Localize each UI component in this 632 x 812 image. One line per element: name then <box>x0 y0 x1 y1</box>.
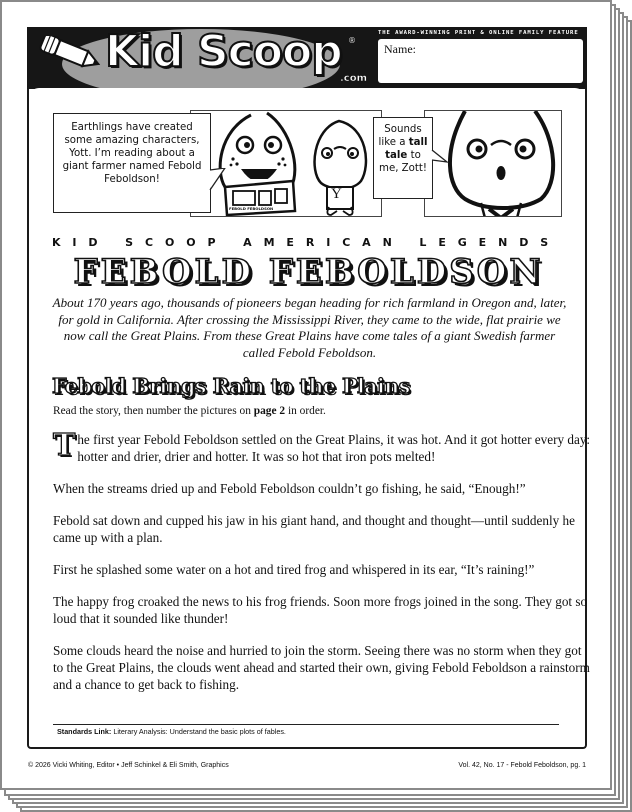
instruction-pre: Read the story, then number the pictures on <box>53 405 254 417</box>
standards-link <box>57 727 286 736</box>
speech-bubble-yott <box>373 117 433 199</box>
story-title: Febold Brings Rain to the Plains <box>52 374 410 398</box>
shirt-letter: Y <box>331 186 342 202</box>
bubble-tail <box>209 168 227 192</box>
story-paragraph: Febold sat down and cupped his jaw in his giant hand, and thought and thought—until suddenly he came up with a plan. <box>53 513 575 545</box>
bubble-text-post: to me, Zott! <box>379 150 427 174</box>
name-label: Name: <box>384 42 416 56</box>
name-box <box>378 39 583 83</box>
bubble-text-pre: Sounds like a <box>378 124 422 148</box>
story-paragraph: When the streams dried up and Febold Feboldson couldn’t go fishing, he said, “Enough!” <box>53 481 526 496</box>
content-top-edge <box>29 88 585 108</box>
footer-issue: Vol. 42, No. 17 - Febold Feboldson, pg. 1 <box>458 762 586 769</box>
story-paragraph: First he splashed some water on a hot and tired frog and whispered in its ear, “It’s raining!” <box>53 562 535 577</box>
logo-domain: .com <box>340 73 368 84</box>
page-title: FEBOLD FEBOLDSON <box>73 252 544 292</box>
pencil-icon <box>36 36 106 72</box>
bubble-tail <box>431 150 449 164</box>
comic-panel-1 <box>190 110 382 217</box>
instruction-page-ref: page 2 <box>253 405 286 417</box>
story-paragraph: The happy frog croaked the news to his frog friends. Soon more frogs joined in the song. They got so loud that it sounded like thunder! <box>53 594 588 626</box>
story-paragraph: Some clouds heard the noise and hurried to join the storm. Seeing there was no storm when they got to the Great Plains, the clouds went ahead and started their own, giving Febold Feboldson a rainstorm and a chance to get back to fishing. <box>53 643 590 692</box>
story-paragraph-text: he first year Febold Feboldson settled on the Great Plains, it was hot. And it got hotter every day: hotter and drier, drier and hotter. It was so hot that iron pots melted! <box>77 432 591 464</box>
speech-bubble-zott-text: Earthlings have created some amazing characters, Yott. I’m reading about a giant farmer named Febold Feboldson! <box>62 122 202 185</box>
series-kicker: KID SCOOP AMERICAN LEGENDS <box>52 236 561 249</box>
aliens-reading-illustration <box>191 111 382 217</box>
story-paragraph <box>53 428 593 465</box>
footer-credits: © 2026 Vicki Whiting, Editor • Jeff Schinkel & Eli Smith, Graphics <box>28 762 229 769</box>
kid-scoop-logo: Kid Scoop <box>105 26 342 77</box>
surprised-alien-illustration <box>425 111 562 217</box>
story-body <box>53 428 593 708</box>
tagline: THE AWARD-WINNING PRINT & ONLINE FAMILY FEATURE <box>378 30 579 36</box>
instruction <box>53 405 326 417</box>
registered-mark: ® <box>348 36 356 45</box>
book-cover-label: FEBOLD FEBOLDSON <box>229 206 274 211</box>
standards-label: Standards Link: <box>57 727 112 736</box>
instruction-post: in order. <box>285 405 326 417</box>
standards-divider <box>53 724 559 725</box>
name-input[interactable] <box>428 42 580 80</box>
drop-cap: T <box>53 428 76 463</box>
standards-text: Literary Analysis: Understand the basic plots of fables. <box>111 727 286 736</box>
speech-bubble-zott <box>53 113 211 213</box>
bubble-text-bold: tall tale <box>385 137 428 161</box>
intro-text: About 170 years ago, thousands of pioneers began heading for rich farmland in Oregon and, later, for gold in California. After crossing the Mississippi River, they came to the wide, flat prairie we now call the Great Plains. From these Great Plains have come tales of a giant Swedish farmer called Febold Feboldson. <box>52 295 567 360</box>
